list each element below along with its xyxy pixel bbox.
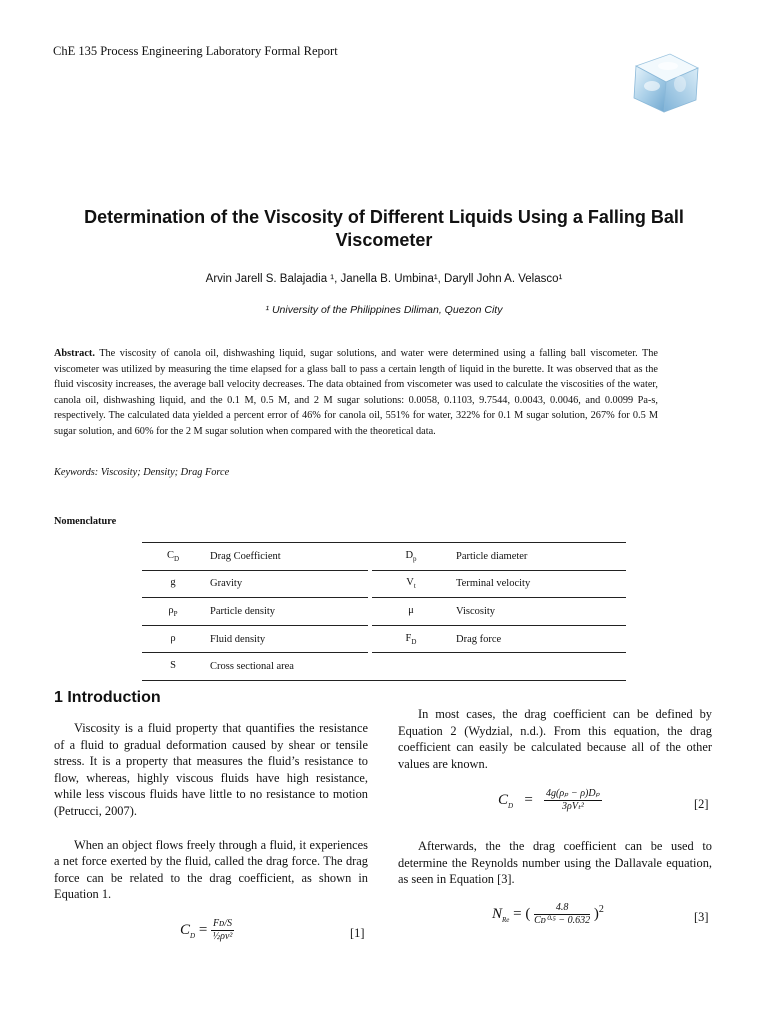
section-heading-introduction: 1 Introduction: [54, 689, 161, 706]
intro-right-column-lower: [398, 838, 712, 888]
author-list: Arvin Jarell S. Balajadia ¹, Janella B. Umbina¹, Daryll John A. Velasco¹: [205, 273, 563, 285]
intro-paragraph: In most cases, the drag coefficient can be defined by Equation 2 (Wydzial, n.d.). From this equation, the drag coefficient can easily be calculated because all of the other values are known.: [398, 707, 712, 771]
symbol-main: D: [405, 549, 414, 561]
symbol-main: ρ: [168, 604, 174, 616]
ice-cube-logo: [614, 44, 712, 116]
symbol-subscript: t: [413, 582, 416, 591]
abstract-label: Abstract.: [54, 348, 95, 359]
eq2-lhs-sub: D: [508, 801, 514, 810]
nomenclature-symbol: [372, 626, 450, 654]
nomenclature-description: Viscosity: [450, 598, 626, 626]
symbol-main: ρ: [170, 632, 176, 644]
nomenclature-description: Terminal velocity: [450, 571, 626, 599]
eq2-numerator: 4g(ρₚ − ρ)Dₚ: [546, 788, 600, 799]
nomenclature-symbol: [142, 571, 204, 599]
nomenclature-symbol: [372, 571, 450, 599]
eq2-denominator: 3ρVₜ²: [562, 801, 584, 812]
abstract-text: The viscosity of canola oil, dishwashing liquid, sugar solutions, and water were determined using a falling ball viscometer. The viscometer was utilized by measuring the time elapsed for a glass ball to pass a certain length of liquid in the burette. It was observed that as the fluid viscosity increases, the average ball velocity decreases. The data obtained from viscometer was used to calculate the viscosities of the water, canola oil, dishwashing liquid, and the 0.1 M, 0.5 M, and 2 M sugar solutions: 0.0058, 0.1103, 9.7544, 0.0043, 0.0046, and 0.0099 Pa-s, respectively. The calculated data yielded a percent error of 46% for canola oil, 551% for water, 322% for 0.1 M sugar solution, 267% for 0.5 M sugar solution, and 60% for the 2 M sugar solution when compared with the theoretical data.: [54, 348, 658, 437]
equation-1: $C_D$ = $\frac{\text{Fᴅ/S}}{\text{½ρv²}}$: [180, 918, 233, 942]
nomenclature-row: [142, 571, 626, 599]
eq1-lhs-sub: D: [190, 931, 196, 940]
abstract: [54, 346, 658, 440]
running-header: ChE 135 Process Engineering Laboratory Formal Report: [53, 44, 338, 58]
intro-right-column: [398, 706, 712, 772]
eq1-numerator: Fᴅ/S: [213, 918, 233, 929]
symbol-main: C: [166, 549, 174, 561]
nomenclature-description: Fluid density: [204, 626, 368, 654]
equation-3: $N_{Re}$ = ( $\frac{4.8}{\text{Cᴅ⁰·⁵ − 0.632}}$ )$^2$: [492, 902, 604, 926]
nomenclature-symbol: [372, 653, 450, 681]
nomenclature-symbol: [372, 542, 450, 571]
affiliation: ¹ University of the Philippines Diliman, Quezon City: [265, 304, 503, 316]
nomenclature-description: [450, 653, 626, 681]
symbol-subscript: P: [173, 610, 178, 619]
symbol-subscript: p: [413, 554, 417, 563]
paper-title: Determination of the Viscosity of Different Liquids Using a Falling Ball Viscometer: [84, 207, 684, 250]
nomenclature-row: [142, 598, 626, 626]
symbol-main: V: [406, 577, 414, 589]
nomenclature-description: Drag Coefficient: [204, 542, 368, 571]
nomenclature-symbol: [372, 598, 450, 626]
equation-1-number: [1]: [350, 926, 365, 940]
symbol-main: F: [405, 632, 412, 644]
nomenclature-title: Nomenclature: [54, 516, 117, 527]
eq2-lhs: C: [498, 791, 509, 808]
symbol-subscript: D: [411, 637, 417, 646]
nomenclature-description: Cross sectional area: [204, 653, 368, 681]
eq1-fraction: [211, 918, 234, 943]
symbol-main: S: [170, 660, 176, 672]
equation-2: $C_D$ = $\frac{\text{4g(ρₚ − ρ)Dₚ}}{\text{3ρVₜ²}}$: [498, 788, 600, 812]
intro-left-column: [54, 720, 368, 903]
keywords: Keywords: Viscosity; Density; Drag Force: [54, 467, 230, 478]
nomenclature-symbol: [142, 542, 204, 571]
intro-paragraph: Afterwards, the the drag coefficient can be used to determine the Reynolds number using the Dallavale equation, as seen in Equation [3].: [398, 839, 712, 887]
symbol-main: g: [170, 577, 176, 589]
eq3-lhs-sub: Re: [502, 915, 510, 924]
eq3-numerator: 4.8: [534, 902, 590, 915]
nomenclature-symbol: [142, 598, 204, 626]
nomenclature-row: [142, 653, 626, 681]
symbol-subscript: D: [173, 554, 180, 563]
nomenclature-row: [142, 542, 626, 571]
nomenclature-table: [142, 542, 626, 681]
eq3-denominator: Cᴅ⁰·⁵ − 0.632: [534, 915, 591, 926]
eq3-fraction: [534, 902, 590, 927]
eq1-lhs: C: [180, 921, 191, 938]
equation-3-number: [3]: [694, 910, 709, 924]
eq3-lhs: N: [492, 905, 503, 922]
nomenclature-row: [142, 626, 626, 654]
intro-paragraph: Viscosity is a fluid property that quantifies the resistance of a fluid to gradual deformation caused by shear or tensile stress. It is a property that measures the fluid’s resistance to flow, whereas, highly viscous fluids have high resistance, while less viscous fluids have little to no resistance to motion (Petrucci, 2007).: [54, 721, 368, 818]
symbol-main: μ: [408, 604, 414, 616]
nomenclature-symbol: [142, 626, 204, 654]
nomenclature-description: Gravity: [204, 571, 368, 599]
nomenclature-description: Particle density: [204, 598, 368, 626]
nomenclature-description: Drag force: [450, 626, 626, 654]
equation-2-number: [2]: [694, 797, 709, 811]
eq1-denominator: ½ρv²: [212, 931, 233, 942]
nomenclature-description: Particle diameter: [450, 542, 626, 571]
nomenclature-symbol: [142, 653, 204, 681]
intro-paragraph: When an object flows freely through a fluid, it experiences a net force exerted by the fluid, called the drag force. The drag force can be related to the drag coefficient, as shown in Equation 1.: [54, 837, 368, 902]
eq2-fraction: [544, 788, 602, 813]
